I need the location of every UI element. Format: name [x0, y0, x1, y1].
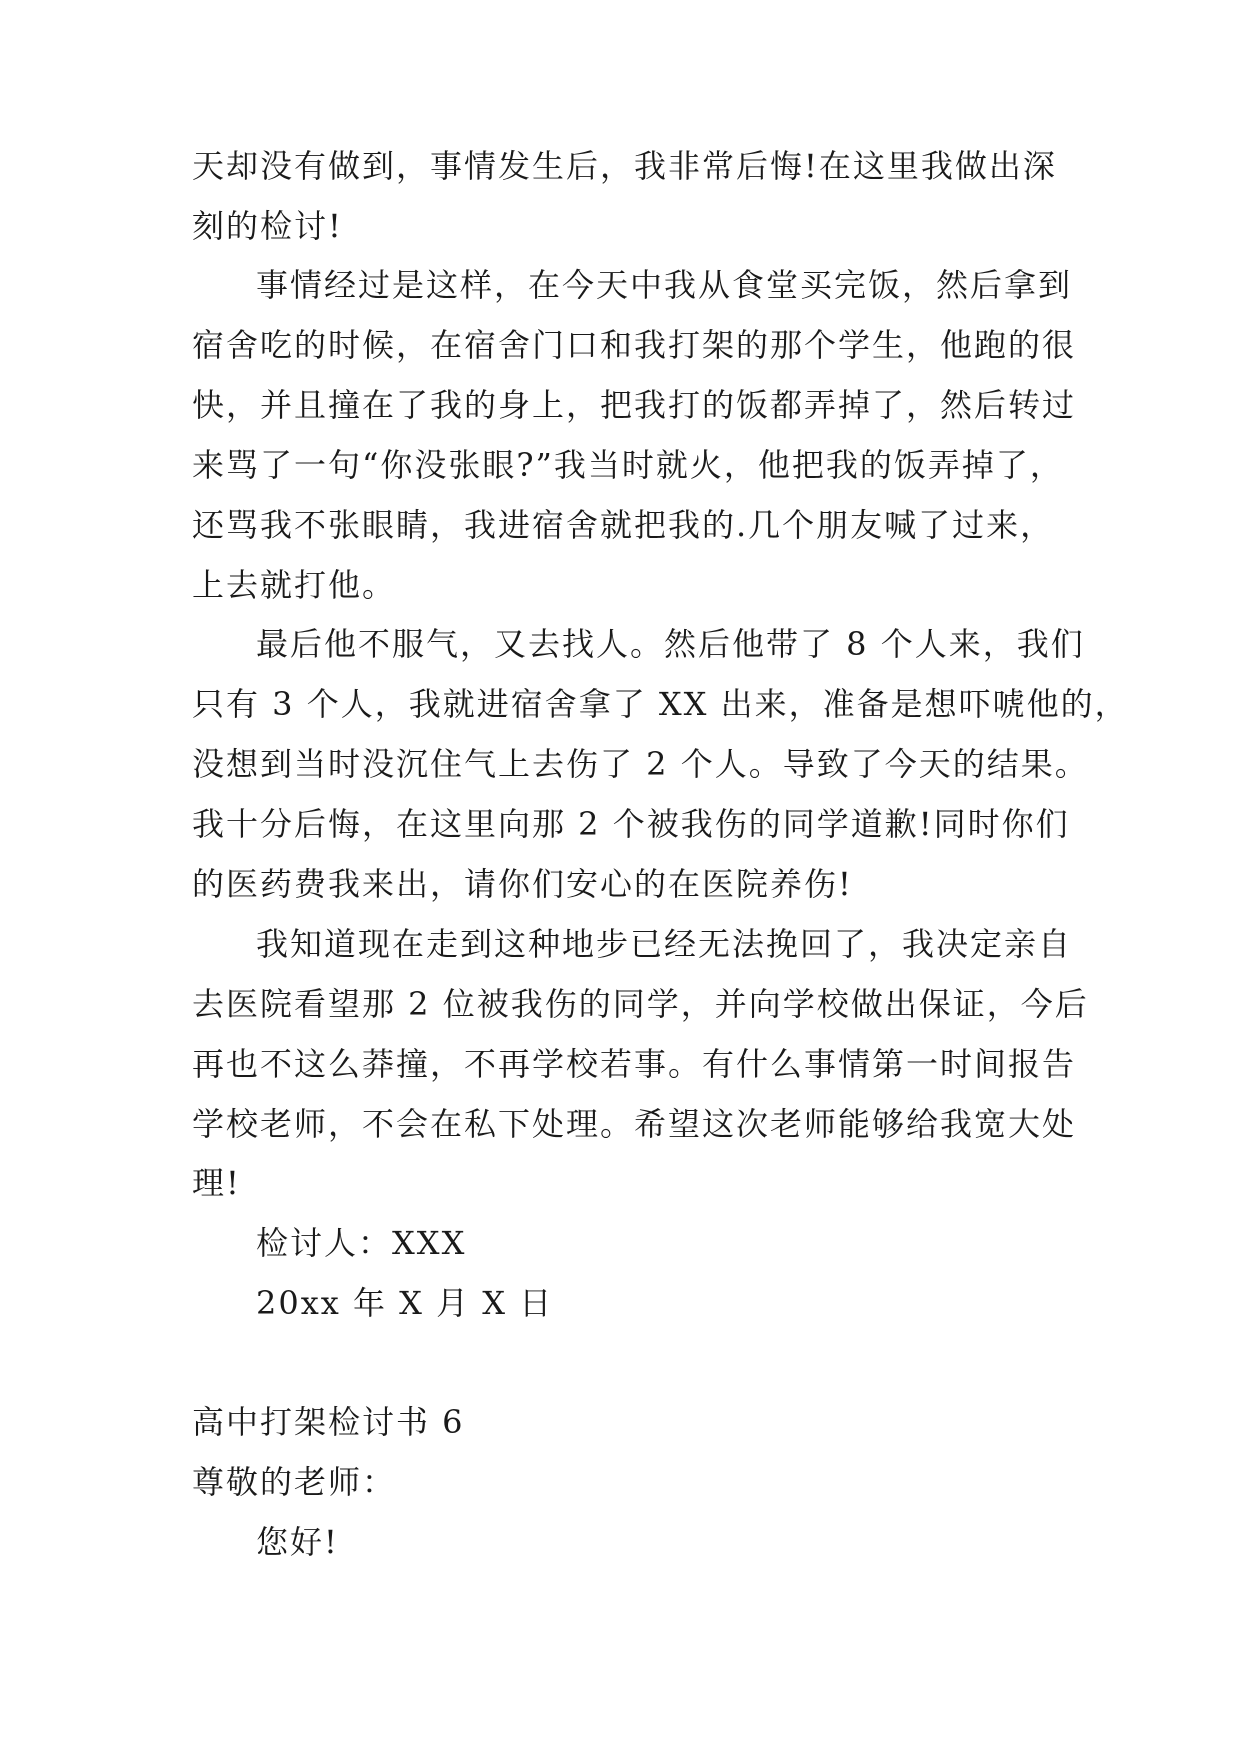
text-line: 去医院看望那 2 位被我伤的同学，并向学校做出保证，今后	[192, 985, 1089, 1023]
text-line: 的医药费我来出，请你们安心的在医院养伤!	[192, 865, 853, 903]
text-line: 最后他不服气，又去找人。然后他带了 8 个人来，我们	[256, 625, 1085, 663]
text-line: 事情经过是这样，在今天中我从食堂买完饭，然后拿到	[256, 266, 1073, 304]
date-line: 20xx 年 X 月 X 日	[256, 1284, 554, 1322]
text-line: 上去就打他。	[192, 566, 397, 604]
text-line: 没想到当时没沉住气上去伤了 2 个人。导致了今天的结果。	[192, 745, 1089, 783]
signature-line: 检讨人：XXX	[256, 1224, 467, 1262]
text-line: 快，并且撞在了我的身上，把我打的饭都弄掉了，然后转过	[192, 386, 1077, 424]
text-line: 理!	[192, 1164, 241, 1202]
greeting: 您好!	[256, 1523, 339, 1561]
text-line: 天却没有做到，事情发生后，我非常后悔!在这里我做出深	[192, 147, 1057, 185]
salutation: 尊敬的老师：	[192, 1463, 397, 1501]
text-line: 还骂我不张眼睛，我进宿舍就把我的.几个朋友喊了过来，	[192, 506, 1055, 544]
text-line: 我知道现在走到这种地步已经无法挽回了，我决定亲自	[256, 925, 1073, 963]
section-title: 高中打架检讨书 6	[192, 1403, 465, 1441]
text-line: 学校老师，不会在私下处理。希望这次老师能够给我宽大处	[192, 1105, 1077, 1143]
text-line: 再也不这么莽撞，不再学校若事。有什么事情第一时间报告	[192, 1045, 1077, 1083]
text-line: 只有 3 个人，我就进宿舍拿了 XX 出来，准备是想吓唬他的，	[192, 685, 1129, 723]
text-line: 宿舍吃的时候，在宿舍门口和我打架的那个学生，他跑的很	[192, 326, 1077, 364]
text-line: 我十分后悔，在这里向那 2 个被我伤的同学道歉!同时你们	[192, 805, 1070, 843]
text-line: 刻的检讨!	[192, 207, 343, 245]
text-line: 来骂了一句“你没张眼?”我当时就火，他把我的饭弄掉了，	[192, 446, 1064, 484]
